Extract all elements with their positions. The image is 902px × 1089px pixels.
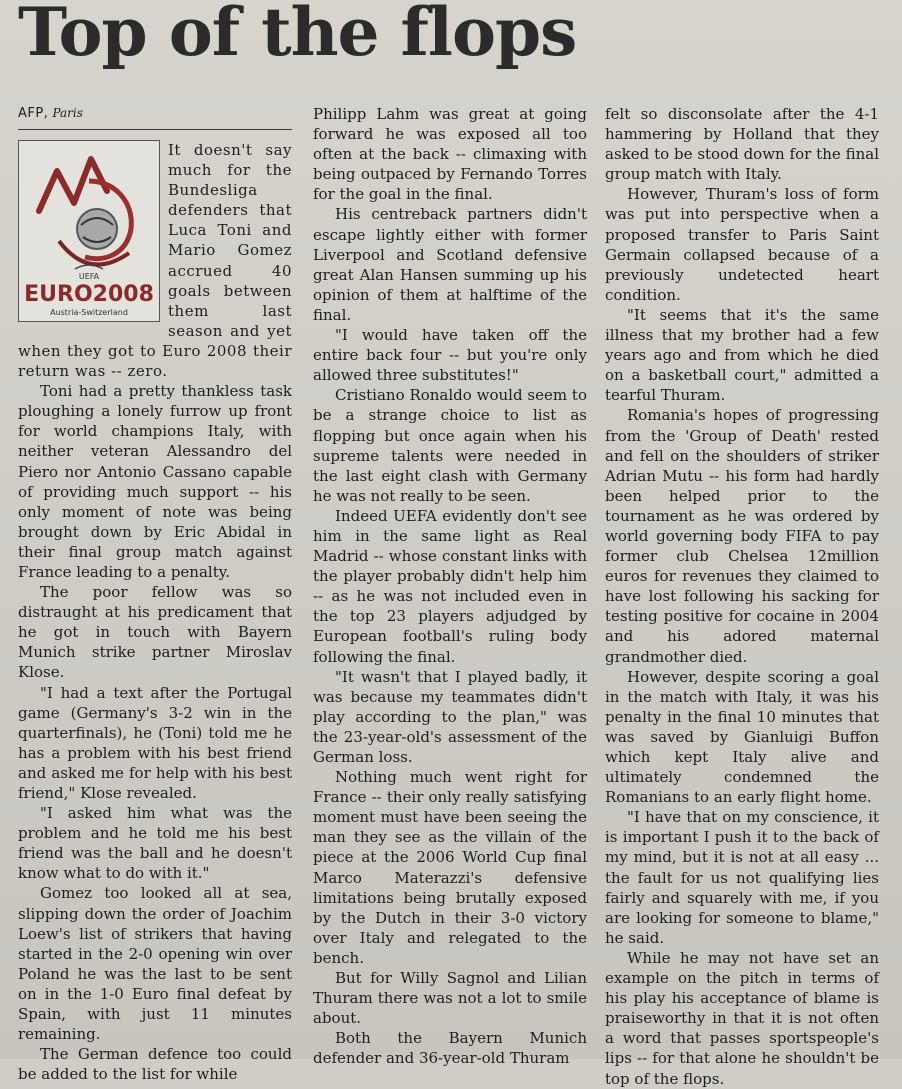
paragraph: felt so disconsolate after the 4-1 hammering by Holland that they asked to be stood down for the final group match with Italy. <box>605 105 879 184</box>
paragraph: "I asked him what was the problem and he told me his best friend was the ball and he doesn't know what to do with it." <box>18 804 292 883</box>
paragraph: "I have that on my conscience, it is important I push it to the back of my mind, but it is not at all easy ... the fault for us not qualifying lies fairly and squarely with me, if you are looking for someone to blame," he said. <box>605 808 879 947</box>
euro2008-logo <box>18 140 160 322</box>
byline <box>18 104 292 130</box>
paragraph: Nothing much went right for France -- their only really satisfying moment must have been seeing the man they see as the villain of the piece at the 2006 World Cup final Marco Materazzi's defensive limitations being brutally exposed by the Dutch in their 3-0 victory over Italy and relegated to the bench. <box>313 768 587 967</box>
paragraph: It doesn't say much for the Bundesliga defenders that Luca Toni and Mario Gomez accrued 40 goals between them last season and yet when they got to Euro 2008 their return was -- zero. <box>18 141 292 381</box>
paragraph: His centreback partners didn't escape lightly either with former Liverpool and Scotland defensive great Alan Hansen summing up his opinion of them at halftime of the final. <box>313 205 587 324</box>
paragraph: "It wasn't that I played badly, it was because my teammates didn't play according to the plan," was the 23-year-old's assessment of the German loss. <box>313 667 587 766</box>
headline: Top of the flops <box>18 0 577 71</box>
byline-city: Paris <box>52 106 83 120</box>
paragraph: "It seems that it's the same illness that my brother had a few years ago and from which he died on a basketball court," admitted a tearful Thuram. <box>605 305 879 405</box>
paragraph: "I would have taken off the entire back four -- but you're only allowed three substitutes!" <box>313 326 587 385</box>
paragraph: Romania's hopes of progressing from the 'Group of Death' rested and fell on the shoulders of striker Adrian Mutu -- his form had hardly been helped prior to the tournament as he was ordered by world governing body FIFA to pay former club Chelsea 12million euros for revenues they claimed to have lost following his sacking for testing positive for cocaine in 2004 and his adored maternal grandmother died. <box>605 406 879 666</box>
paragraph: Both the Bayern Munich defender and 36-year-old Thuram <box>313 1029 587 1068</box>
article-column-1 <box>18 104 292 1084</box>
paragraph: Indeed UEFA evidently don't see him in the same light as Real Madrid -- whose constant links with the player probably didn't help him -- as he was not included even in the top 23 players adjudged by European football's ruling body following the final. <box>313 506 587 666</box>
paragraph: However, Thuram's loss of form was put into perspective when a proposed transfer to Paris Saint Germain collapsed because of a previously undetected heart condition. <box>605 185 879 304</box>
paragraph: Cristiano Ronaldo would seem to be a strange choice to list as flopping but once again when his supreme talents were needed in the last eight clash with Germany he was not really to be seen. <box>313 386 587 505</box>
euro2008-logo-graphic <box>19 141 159 321</box>
logo-badge: UEFA <box>78 272 100 281</box>
logo-subtitle: Austria-Switzerland <box>50 308 128 317</box>
paragraph: The poor fellow was so distraught at his predicament that he got in touch with Bayern Munich strike partner Miroslav Klose. <box>18 583 292 682</box>
paragraph: "I had a text after the Portugal game (Germany's 3-2 win in the quarterfinals), he (Toni) told me he has a problem with his best friend and asked me for help with his best friend," Klose revealed. <box>18 683 292 802</box>
paragraph: Philipp Lahm was great at going forward he was exposed all too often at the back -- climaxing with being outpaced by Fernando Torres for the goal in the final. <box>313 105 587 204</box>
paragraph: However, despite scoring a goal in the match with Italy, it was his penalty in the final 10 minutes that was saved by Gianluigi Buffon which kept Italy alive and ultimately condemned the Romanians to an early flight home. <box>605 667 879 807</box>
article-column-3 <box>605 104 879 1089</box>
paragraph: But for Willy Sagnol and Lilian Thuram there was not a lot to smile about. <box>313 969 587 1028</box>
article-column-2 <box>313 104 587 1069</box>
logo-title: EURO2008 <box>24 282 154 307</box>
byline-agency: AFP, <box>18 106 49 121</box>
paragraph: The German defence too could be added to the list for while <box>18 1045 292 1084</box>
paragraph: Gomez too looked all at sea, slipping down the order of Joachim Loew's list of strikers that having started in the 2-0 opening win over Poland he was the last to be sent on in the 1-0 Euro final defeat by Spain, with just 11 minutes remaining. <box>18 884 292 1044</box>
paragraph: While he may not have set an example on the pitch in terms of his play his acceptance of blame is praiseworthy in that it is not often a word that passes sportspeople's lips -- for that alone he shouldn't be top of the flops. <box>605 948 879 1088</box>
paragraph: Toni had a pretty thankless task ploughing a lonely furrow up front for world champions Italy, with neither veteran Alessandro del Piero nor Antonio Cassano capable of providing much support -- his only moment of note was being brought down by Eric Abidal in their final group match against France leading to a penalty. <box>18 382 292 581</box>
